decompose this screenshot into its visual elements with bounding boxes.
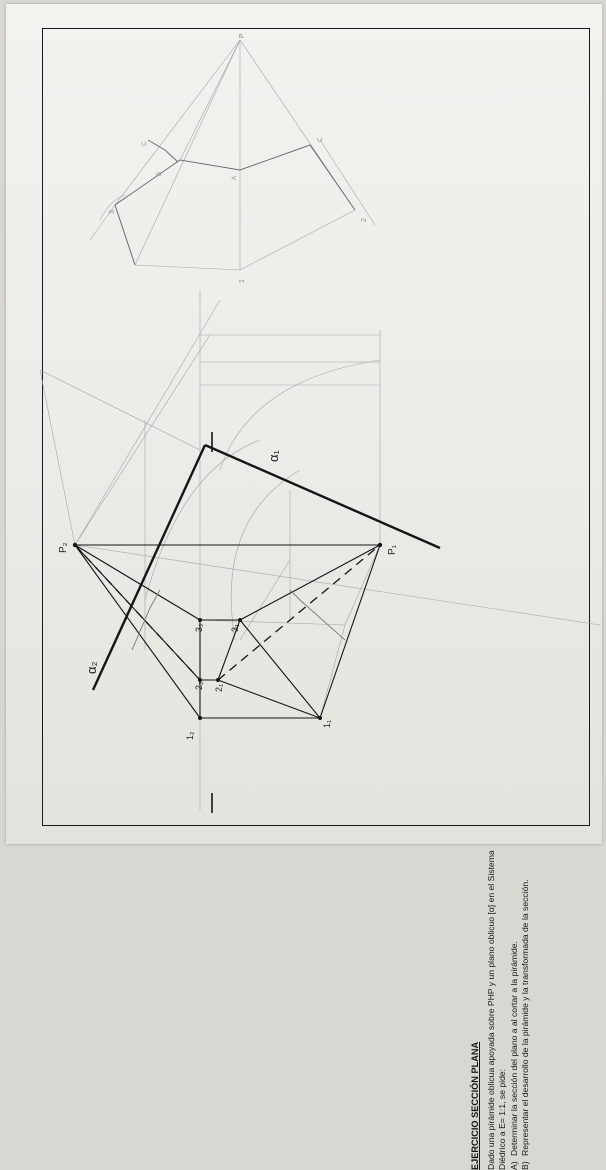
arc [100, 195, 125, 220]
vertex-dot [216, 678, 220, 682]
section-transform [115, 145, 355, 265]
label-1-2: 1₂ [185, 731, 195, 740]
alpha2-trace [93, 445, 205, 690]
task-b-key: B) [520, 1161, 531, 1170]
label-3-2: 3₂ [194, 623, 204, 632]
exercise-heading: EJERCICIO SECCIÓN PLANA [470, 1041, 480, 1170]
alpha1-trace [205, 445, 440, 548]
edge [320, 545, 380, 718]
label-dev-b: B [157, 171, 163, 176]
edge [75, 545, 200, 620]
task-a-text: Determinar la sección del plano a al cortar a la pirámide. [508, 941, 519, 1156]
label-3-1: 3₁ [230, 623, 240, 632]
vertex-dot [198, 618, 202, 622]
point-labels [58, 33, 398, 740]
construction-line [320, 625, 345, 718]
label-dev-c2: C [318, 137, 324, 142]
vertex-dot [73, 543, 77, 547]
development-line [115, 40, 240, 205]
edge [75, 545, 200, 718]
label-2-2: 2₂ [194, 681, 204, 690]
hidden-edge [218, 545, 380, 680]
section-transform [148, 140, 178, 162]
label-alpha1: α₁ [266, 450, 281, 462]
arc [220, 360, 380, 470]
label-dev-2: 2 [361, 218, 368, 222]
construction-line [345, 545, 380, 625]
label-p1: P₁ [387, 544, 398, 555]
arc [231, 470, 300, 640]
task-b-text: Representar el desarrollo de la pirámide y la transformada de la sección. [520, 879, 531, 1156]
construction-line [240, 560, 290, 640]
section-line [132, 590, 160, 650]
construction-line [75, 335, 210, 545]
development-section [115, 140, 355, 265]
label-1-1: 1₁ [322, 719, 332, 728]
label-p2: P₂ [58, 542, 69, 553]
vertex-dot [378, 543, 382, 547]
label-2-1: 2₁ [214, 683, 224, 692]
label-dev-1: 1 [239, 279, 246, 283]
vertex-dot [198, 678, 202, 682]
development-line [240, 210, 355, 270]
development-line [320, 140, 375, 225]
development-line [135, 40, 240, 265]
section-line [290, 590, 345, 640]
vertex-dot [318, 716, 322, 720]
label-alpha2: α₂ [84, 661, 99, 674]
task-a-key: A) [508, 1161, 519, 1170]
intro-line: Dado una pirámide oblicua apoyada sobre PHP y un plano oblicuo [α] en el Sistema [485, 850, 496, 1170]
label-dev-c: C [142, 141, 148, 146]
arc [145, 440, 260, 600]
development-line [135, 265, 240, 270]
vertex-dot [198, 716, 202, 720]
development-line [180, 40, 240, 160]
label-dev-3: 3 [109, 210, 116, 214]
vertex-dot [238, 618, 242, 622]
hidden-edges [75, 545, 380, 680]
construction-line [40, 370, 200, 450]
label-dev-p: P [239, 33, 246, 38]
construction-lines [40, 40, 600, 810]
label-dev-a: A [232, 175, 238, 180]
construction-line [75, 300, 220, 545]
construction-line [40, 370, 75, 545]
intro-line: Diédrico a E= 1:1, se pide: [497, 1068, 508, 1170]
